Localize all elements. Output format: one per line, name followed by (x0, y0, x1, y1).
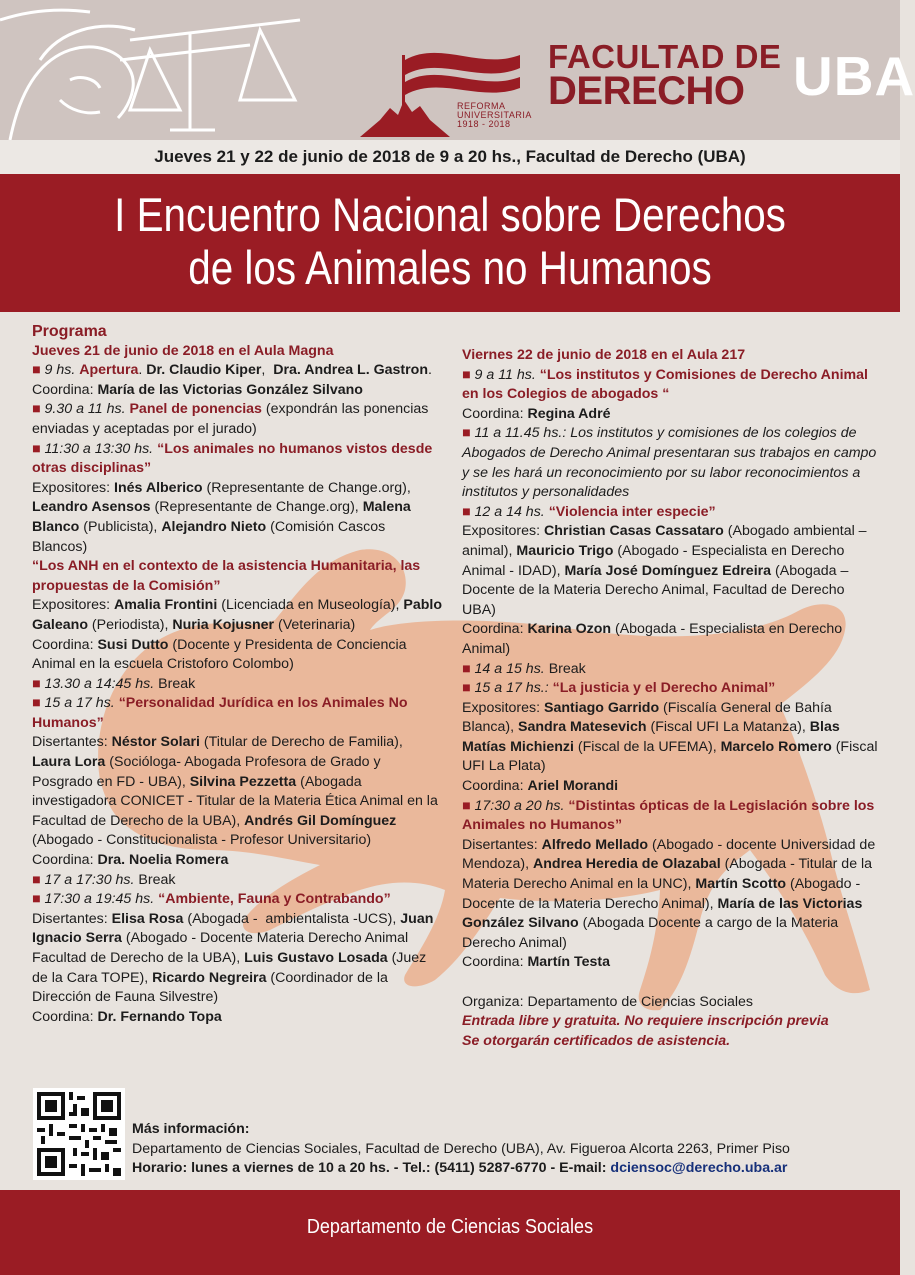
program-item: ■ 9 a 11 hs. “Los institutos y Comisiones de Derecho Animal en los Colegios de abogados “ (462, 366, 868, 403)
footer-department: Departamento de Ciencias Sociales (306, 1216, 594, 1238)
program-item: Disertantes: Alfredo Mellado (Abogado - docente Universidad de Mendoza), Andrea Heredia de Olazabal (Abogada - Titular de la Materia Derecho Animal en la UNC), Martín Scotto (Abogado - Docente de la Materia Derecho Animal), María de las Victorias González Silvano (Abogada Docente a cargo de la Materia Derecho Animal) (462, 836, 876, 951)
program-item: Expositores: Christian Casas Cassataro (Abogado ambiental – animal), Mauricio Trigo (Abogado - Especialista en Derecho Animal - IDAD), María José Domínguez Edreira (Abogada – Docente de la Materia Derecho Animal, Facultad de Derecho UBA) (462, 523, 867, 618)
program-item: ■ 17 a 17:30 hs. Break (32, 871, 176, 888)
program-item: ■ 15 a 17 hs. “Personalidad Jurídica en los Animales No Humanos” (32, 695, 408, 731)
event-title-line2: de los Animales no Humanos (188, 241, 712, 294)
event-title-line1: I Encuentro Nacional sobre Derechos (114, 188, 786, 241)
program-item: Expositores: Inés Alberico (Representante de Change.org), Leandro Asensos (Representante de Change.org), Malena Blanco (Publicista), Alejandro Nieto (Comisión Cascos Blancos) (32, 479, 411, 555)
program-item: Coordina: Dr. Fernando Topa (32, 1008, 222, 1025)
organiza-line (462, 993, 880, 1013)
organiza-value: Departamento de Ciencias Sociales (527, 993, 754, 1010)
info-hours-line (132, 1159, 790, 1179)
program-heading: Programa (32, 323, 107, 340)
program-item: ■ 14 a 15 hs. Break (462, 660, 586, 677)
program-item: Expositores: Santiago Garrido (Fiscalía General de Bahía Blanca), Sandra Matesevich (Fiscal UFI La Matanza), Blas Matías Michienzi (Fiscal de la UFEMA), Marcelo Romero (Fiscal UFI La Plata) (462, 699, 878, 775)
program-item: Coordina: Karina Ozon (Abogada - Especialista en Derecho Animal) (462, 621, 843, 657)
program-item: Coordina: Susi Dutto (Docente y Presidenta de Conciencia Animal en la escuela Cristoforo Colombo) (32, 636, 407, 673)
day1-heading: Jueves 21 de junio de 2018 en el Aula Magna (32, 342, 334, 359)
info-hours: Horario: lunes a viernes de 10 a 20 hs. - Tel.: (5411) 5287-6770 - E-mail: (132, 1160, 607, 1176)
program-item: ■ 17:30 a 20 hs. “Distintas ópticas de la Legislación sobre los Animales no Humanos” (462, 797, 875, 834)
uba-logo-text: UBA (793, 45, 915, 107)
program-column-right (462, 346, 880, 1051)
more-info (132, 1120, 790, 1179)
header (0, 0, 915, 140)
program-column-left (32, 322, 444, 1027)
faculty-line1: FACULTAD DE (548, 38, 782, 75)
email-link[interactable]: dciensoc@derecho.uba.ar (610, 1160, 788, 1176)
faculty-name (548, 38, 782, 113)
info-address: Departamento de Ciencias Sociales, Facultad de Derecho (UBA), Av. Figueroa Alcorta 2263, Primer Piso (132, 1140, 790, 1157)
program-item: ■ 9 hs. Apertura. Dr. Claudio Kiper, Dra. Andrea L. Gastron. (32, 362, 432, 379)
program-item: Disertantes: Elisa Rosa (Abogada - ambientalista -UCS), Juan Ignacio Serra (Abogado - Docente Materia Derecho Animal Facultad de Derecho de la UBA), Luis Gustavo Losada (Juez de la Cara TOPE), Ricardo Negreira (Coordinador de la Dirección de Fauna Silvestre) (32, 910, 434, 1006)
program-item: ■ 15 a 17 hs.: “La justicia y el Derecho Animal” (462, 680, 776, 697)
reforma-line: 1918 - 2018 (457, 119, 511, 129)
footer (0, 1190, 900, 1275)
reforma-line: UNIVERSITARIA (457, 110, 532, 120)
justice-scales-illustration-icon (0, 0, 330, 140)
program-item: Coordina: Ariel Morandi (462, 778, 619, 795)
info-heading: Más información: (132, 1121, 250, 1137)
faculty-line2: DERECHO (548, 69, 745, 113)
program-item: Disertantes: Néstor Solari (Titular de Derecho de Familia), Laura Lora (Socióloga- Abogada Profesora de Grado y Posgrado en FD - UBA), Silvina Pezzetta (Abogada investigadora CONICET - Titular de la Materia Ética Animal en la Facultad de Derecho de la UBA), Andrés Gil Domínguez (Abogado - Constitucionalista - Profesor Universitario) (32, 734, 438, 849)
free-entry-note: Entrada libre y gratuita. No requiere inscripción previa (462, 1013, 829, 1030)
program-item: ■ 11:30 a 13:30 hs. “Los animales no humanos vistos desde otras disciplinas” (32, 440, 433, 477)
program-item: ■ 12 a 14 hs. “Violencia inter especie” (462, 503, 716, 520)
program-item: ■ 11 a 11.45 hs.: Los institutos y comisiones de los colegios de Abogados de Derecho Animal presentaran sus trabajos en campo y se les hará un reconocimiento por su labor reconocimientos a institutos y personalidades (462, 425, 877, 501)
certificates-note: Se otorgarán certificados de asistencia. (462, 1032, 731, 1049)
program-item: Coordina: Regina Adré (462, 405, 611, 422)
program-item: Coordina: Dra. Noelia Romera (32, 852, 229, 869)
program-item: “Los ANH en el contexto de la asistencia Humanitaria, las propuestas de la Comisión” (32, 558, 421, 594)
program-item: Coordina: Martín Testa (462, 954, 610, 971)
event-dates: Jueves 21 y 22 de junio de 2018 de 9 a 20 hs., Facultad de Derecho (UBA) (0, 140, 900, 174)
title-band (0, 174, 900, 312)
qr-code-icon (33, 1088, 125, 1180)
reforma-line: REFORMA (457, 101, 506, 111)
program-item: ■ 13.30 a 14:45 hs. Break (32, 675, 196, 692)
program-item: Expositores: Amalia Frontini (Licenciada en Museología), Pablo Galeano (Periodista), Nuria Kojusner (Veterinaria) (32, 597, 443, 633)
organiza-label: Organiza: (462, 993, 524, 1010)
reforma-universitaria-caption (457, 102, 532, 129)
event-title (63, 188, 837, 294)
program-item: ■ 9.30 a 11 hs. Panel de ponencias (expondrán las ponencias enviadas y aceptadas por el jurado) (32, 401, 429, 437)
program-item: ■ 17:30 a 19:45 hs. “Ambiente, Fauna y Contrabando” (32, 891, 391, 908)
program-item: Coordina: María de las Victorias González Silvano (32, 381, 363, 398)
day2-heading: Viernes 22 de junio de 2018 en el Aula 217 (462, 347, 746, 363)
spacer (462, 973, 880, 993)
